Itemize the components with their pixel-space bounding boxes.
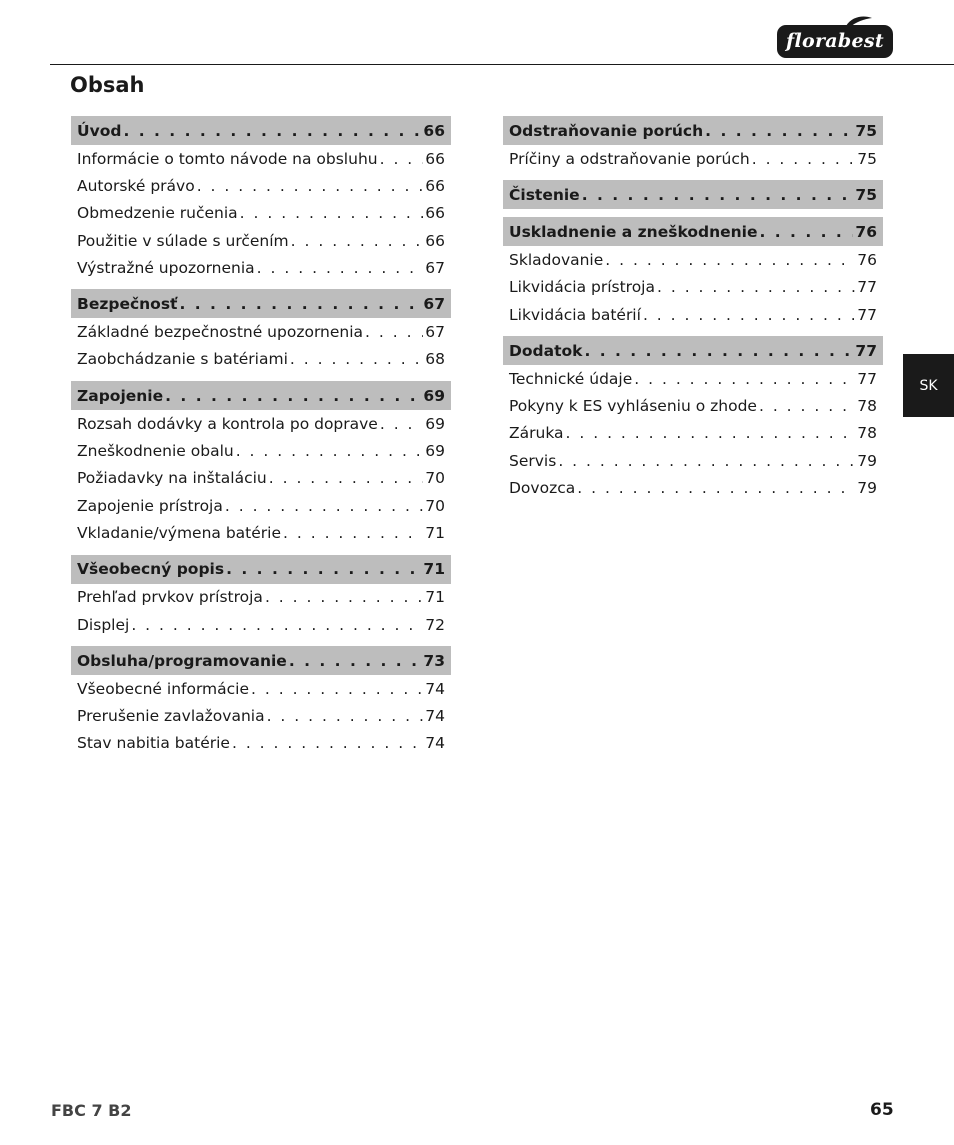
- toc-section: [71, 381, 451, 546]
- toc-right-column: [503, 116, 883, 510]
- toc-entry[interactable]: Požiadavky na inštaláciu . . . 70: [71, 465, 451, 492]
- toc-entry[interactable]: Technické údaje . . . 77: [503, 365, 883, 392]
- toc-entry[interactable]: Zapojenie prístroja . . . 70: [71, 492, 451, 519]
- toc-section: [503, 336, 883, 501]
- toc-entry[interactable]: Vkladanie/výmena batérie . . . 71: [71, 519, 451, 546]
- toc-entry[interactable]: Skladovanie . . . 76: [503, 246, 883, 273]
- header-rule: [50, 64, 954, 65]
- toc-entry[interactable]: Rozsah dodávky a kontrola po doprave . . . 69: [71, 410, 451, 437]
- toc-section-heading[interactable]: Zapojenie . . . 69: [71, 381, 451, 410]
- toc-entry[interactable]: Displej . . . 72: [71, 611, 451, 638]
- toc-section-heading[interactable]: Uskladnenie a zneškodnenie . . . 76: [503, 217, 883, 246]
- toc-section-heading[interactable]: Bezpečnosť . . . 67: [71, 289, 451, 318]
- toc-entry[interactable]: Príčiny a odstraňovanie porúch . . . 75: [503, 145, 883, 172]
- page-title: Obsah: [70, 73, 145, 97]
- toc-entry[interactable]: Likvidácia prístroja . . . 77: [503, 274, 883, 301]
- toc-section-heading[interactable]: Všeobecný popis . . . 71: [71, 555, 451, 584]
- toc-entry[interactable]: Zneškodnenie obalu . . . 69: [71, 437, 451, 464]
- toc-entry[interactable]: Servis . . . 79: [503, 447, 883, 474]
- toc-section: [503, 217, 883, 328]
- brand-name: florabest: [786, 30, 884, 52]
- toc-entry[interactable]: Obmedzenie ručenia . . . 66: [71, 200, 451, 227]
- toc-entry[interactable]: Likvidácia batérií . . . 77: [503, 301, 883, 328]
- toc-entry[interactable]: Prerušenie zavlažovania . . . 74: [71, 702, 451, 729]
- toc-left-column: [71, 116, 451, 765]
- toc-section: [71, 555, 451, 639]
- toc-section-heading[interactable]: Čistenie . . . 75: [503, 180, 883, 209]
- toc-entry[interactable]: Prehľad prvkov prístroja . . . 71: [71, 584, 451, 611]
- toc-section: [503, 116, 883, 172]
- toc-section: [71, 646, 451, 757]
- toc-entry[interactable]: Autorské právo . . . 66: [71, 172, 451, 199]
- florabest-logo: [776, 14, 894, 60]
- toc-entry[interactable]: Základné bezpečnostné upozornenia . . . 67: [71, 318, 451, 345]
- toc-section-heading[interactable]: Odstraňovanie porúch . . . 75: [503, 116, 883, 145]
- toc-entry[interactable]: Použitie v súlade s určením . . . 66: [71, 227, 451, 254]
- toc-section-heading[interactable]: Dodatok . . . 77: [503, 336, 883, 365]
- toc-entry[interactable]: Všeobecné informácie . . . 74: [71, 675, 451, 702]
- toc-entry[interactable]: Pokyny k ES vyhláseniu o zhode . . . 78: [503, 392, 883, 419]
- toc-section: [71, 289, 451, 373]
- toc-entry[interactable]: Výstražné upozornenia . . . 67: [71, 254, 451, 281]
- toc-entry[interactable]: Zaobchádzanie s batériami . . . 68: [71, 346, 451, 373]
- footer-model-name: FBC 7 B2: [51, 1101, 132, 1120]
- toc-section-heading[interactable]: Úvod . . . 66: [71, 116, 451, 145]
- toc-entry[interactable]: Záruka . . . 78: [503, 420, 883, 447]
- toc-entry[interactable]: Stav nabitia batérie . . . 74: [71, 730, 451, 757]
- toc-section: [71, 116, 451, 281]
- language-tab: SK: [903, 354, 954, 417]
- footer-page-number: 65: [870, 1100, 894, 1120]
- toc-section-heading[interactable]: Obsluha/programovanie . . . 73: [71, 646, 451, 675]
- toc-entry[interactable]: Dovozca . . . 79: [503, 474, 883, 501]
- toc-entry[interactable]: Informácie o tomto návode na obsluhu . . . 66: [71, 145, 451, 172]
- toc-section: [503, 180, 883, 209]
